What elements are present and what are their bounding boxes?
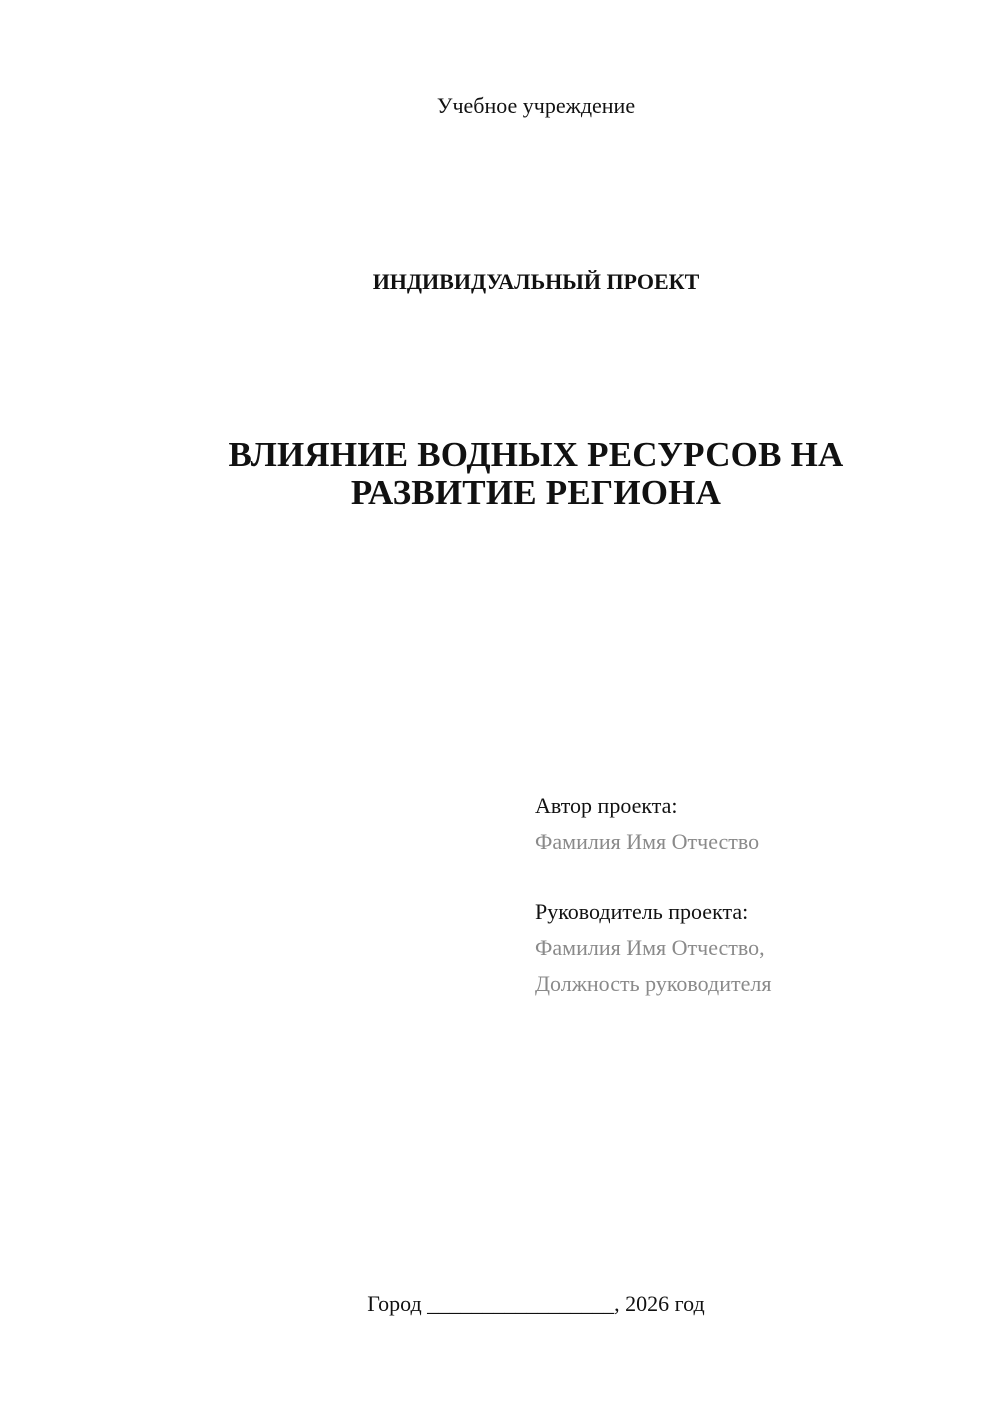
author-label: Автор проекта: [535,793,678,818]
credits-spacer [535,860,975,894]
city-year-line: Город _________________, 2026 год [367,1291,705,1316]
project-credits [535,788,975,1002]
supervisor-label: Руководитель проекта: [535,899,749,924]
project-title-line-2: РАЗВИТИЕ РЕГИОНА [350,473,722,512]
project-type-heading: ИНДИВИДУАЛЬНЫЙ ПРОЕКТ [372,269,700,294]
project-title [0,436,1000,512]
institution-name: Учебное учреждение [436,93,636,118]
project-title-line-1: ВЛИЯНИЕ ВОДНЫХ РЕСУРСОВ НА [228,435,844,474]
supervisor-position: Должность руководителя [535,971,772,996]
author-name: Фамилия Имя Отчество [535,829,760,854]
supervisor-name: Фамилия Имя Отчество, [535,935,765,960]
